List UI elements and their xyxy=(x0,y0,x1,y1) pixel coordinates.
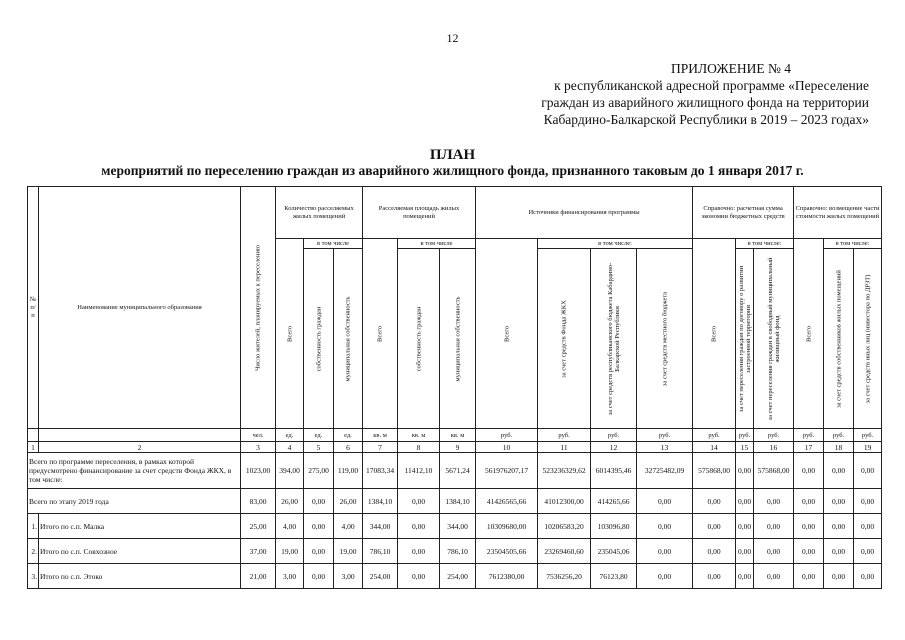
column-number: 15 xyxy=(736,442,754,453)
row-label: Всего по этапу 2019 года xyxy=(28,489,241,514)
column-number: 8 xyxy=(398,442,440,453)
table-cell: 0,00 xyxy=(754,539,794,564)
table-cell: 0,00 xyxy=(736,453,754,489)
table-cell: 275,00 xyxy=(304,453,334,489)
table-row xyxy=(28,514,882,539)
table-cell: 0,00 xyxy=(398,564,440,589)
table-cell: 561976207,17 xyxy=(476,453,538,489)
table-cell: 0,00 xyxy=(398,514,440,539)
table-cell: 0,00 xyxy=(854,539,882,564)
table-cell: 344,00 xyxy=(440,514,476,539)
table-cell: 344,00 xyxy=(363,514,398,539)
column-number: 9 xyxy=(440,442,476,453)
column-number: 4 xyxy=(276,442,304,453)
reimb-other-header: за счет средств иных лиц (инвестора по ДРЗТ) xyxy=(854,249,882,429)
unit-cell: ед. xyxy=(276,429,304,442)
table-cell: 0,00 xyxy=(637,539,693,564)
table-cell: 32725482,09 xyxy=(637,453,693,489)
column-number: 5 xyxy=(304,442,334,453)
reimb-owners-header: за счет средств собственников жилых помещений xyxy=(824,249,854,429)
table-cell: 0,00 xyxy=(637,514,693,539)
table-cell: 575868,00 xyxy=(754,453,794,489)
appendix-header xyxy=(541,60,869,128)
table-cell: 1023,00 xyxy=(241,453,276,489)
table-cell: 10206583,20 xyxy=(538,514,591,539)
table-cell: 119,00 xyxy=(334,453,363,489)
row-label: Итого по с.п. Этоко xyxy=(39,564,241,589)
table-cell: 23269460,60 xyxy=(538,539,591,564)
table-cell: 0,00 xyxy=(304,539,334,564)
table-cell: 0,00 xyxy=(794,489,824,514)
appendix-line-4: Кабардино-Балкарской Республики в 2019 – 2023 годах» xyxy=(543,112,869,127)
unit-cell: ед. xyxy=(334,429,363,442)
column-number: 12 xyxy=(591,442,637,453)
row-label: Всего по программе переселения, в рамках которой предусмотрено финансирование за счет средств Фонда ЖКХ, в том числе: xyxy=(28,453,241,489)
column-number: 6 xyxy=(334,442,363,453)
column-number: 19 xyxy=(854,442,882,453)
table-cell: 0,00 xyxy=(693,514,736,539)
column-number: 13 xyxy=(637,442,693,453)
appendix-line-1: ПРИЛОЖЕНИЕ № 4 xyxy=(670,61,791,76)
reimb-incl-header: в том числе: xyxy=(824,239,882,249)
col-residents-header xyxy=(241,187,276,429)
fin-republic-header: за счет средств республиканского бюджета Кабардино-Балкарской Республики xyxy=(591,249,637,429)
econ-free-fund-header: за счет переселения граждан в свободный муниципальный жилищный фонд xyxy=(754,249,794,429)
row-label: Итого по с.п. Совхозное xyxy=(39,539,241,564)
table-cell: 23504505,66 xyxy=(476,539,538,564)
econ-development-header: за счет переселения граждан по договору о развитии застроенной территории xyxy=(736,249,754,429)
table-cell: 25,00 xyxy=(241,514,276,539)
table-cell: 0,00 xyxy=(754,564,794,589)
table-cell: 0,00 xyxy=(854,514,882,539)
table-cell: 0,00 xyxy=(854,489,882,514)
table-cell: 1384,10 xyxy=(440,489,476,514)
table-cell: 17083,34 xyxy=(363,453,398,489)
table-cell: 0,00 xyxy=(637,489,693,514)
table-cell: 3,00 xyxy=(334,564,363,589)
unit-cell: кв. м xyxy=(363,429,398,442)
table-cell: 0,00 xyxy=(304,489,334,514)
table-cell: 0,00 xyxy=(736,514,754,539)
row-number: 1. xyxy=(28,514,39,539)
plan-table xyxy=(27,186,882,589)
unit-cell: руб. xyxy=(591,429,637,442)
table-cell: 37,00 xyxy=(241,539,276,564)
table-cell: 19,00 xyxy=(334,539,363,564)
table-cell: 786,10 xyxy=(363,539,398,564)
appendix-line-2: к республиканской адресной программе «Переселение xyxy=(554,78,869,93)
table-cell: 0,00 xyxy=(794,564,824,589)
plan-subtitle: мероприятий по переселению граждан из аварийного жилищного фонда, признанного таковым до 1 января 2017 г. xyxy=(101,163,804,178)
table-cell: 523236329,62 xyxy=(538,453,591,489)
econ-total-header: Всего xyxy=(693,239,736,429)
table-cell: 394,00 xyxy=(276,453,304,489)
column-numbers-row xyxy=(28,442,882,453)
table-cell: 0,00 xyxy=(693,564,736,589)
table-cell: 10309680,00 xyxy=(476,514,538,539)
table-cell: 0,00 xyxy=(794,539,824,564)
unit-cell: руб. xyxy=(476,429,538,442)
unit-cell: руб. xyxy=(736,429,754,442)
unit-cell: руб. xyxy=(693,429,736,442)
table-cell: 0,00 xyxy=(693,539,736,564)
table-cell: 0,00 xyxy=(304,564,334,589)
table-cell: 7612380,00 xyxy=(476,564,538,589)
table-cell: 4,00 xyxy=(334,514,363,539)
fin-local-header: за счет средств местного бюджета xyxy=(637,249,693,429)
table-cell: 0,00 xyxy=(398,539,440,564)
unit-cell: руб. xyxy=(794,429,824,442)
area-private-header: собственность граждан xyxy=(398,249,440,429)
col-num-header: № п/п xyxy=(28,187,39,429)
table-cell: 7536256,20 xyxy=(538,564,591,589)
rooms-private-header: собственность граждан xyxy=(304,249,334,429)
table-cell: 26,00 xyxy=(334,489,363,514)
reimb-total-header: Всего xyxy=(794,239,824,429)
table-cell: 786,10 xyxy=(440,539,476,564)
area-municipal-header: муниципальная собственность xyxy=(440,249,476,429)
table-cell: 0,00 xyxy=(736,539,754,564)
group-area-header: Расселяемая площадь жилых помещений xyxy=(363,187,476,239)
unit-cell: руб. xyxy=(637,429,693,442)
column-number: 18 xyxy=(824,442,854,453)
table-cell: 19,00 xyxy=(276,539,304,564)
row-number: 3. xyxy=(28,564,39,589)
unit-cell: кв. м xyxy=(398,429,440,442)
group-rooms-header: Количество расселяемых жилых помещений xyxy=(276,187,363,239)
unit-cell: чел. xyxy=(241,429,276,442)
unit-cell: руб. xyxy=(754,429,794,442)
table-cell: 0,00 xyxy=(824,539,854,564)
table-cell: 254,00 xyxy=(363,564,398,589)
table-cell: 83,00 xyxy=(241,489,276,514)
column-number: 14 xyxy=(693,442,736,453)
table-cell: 0,00 xyxy=(824,453,854,489)
unit-cell: руб. xyxy=(824,429,854,442)
row-label: Итого по с.п. Малка xyxy=(39,514,241,539)
column-number: 7 xyxy=(363,442,398,453)
plan-title: ПЛАН xyxy=(429,147,476,163)
table-cell: 0,00 xyxy=(304,514,334,539)
rooms-incl-header: в том числе xyxy=(304,239,363,249)
table-cell: 76123,80 xyxy=(591,564,637,589)
table-cell: 4,00 xyxy=(276,514,304,539)
table-cell: 0,00 xyxy=(824,514,854,539)
unit-cell: руб. xyxy=(854,429,882,442)
units-row xyxy=(28,429,882,442)
fin-incl-header: в том числе: xyxy=(538,239,693,249)
table-cell: 0,00 xyxy=(854,453,882,489)
row-number: 2. xyxy=(28,539,39,564)
table-cell: 5671,24 xyxy=(440,453,476,489)
table-cell: 0,00 xyxy=(637,564,693,589)
appendix-line-3: граждан из аварийного жилищного фонда на территории xyxy=(541,95,869,110)
table-cell: 0,00 xyxy=(736,489,754,514)
page-number: 12 xyxy=(446,31,459,45)
table-cell: 21,00 xyxy=(241,564,276,589)
column-number: 3 xyxy=(241,442,276,453)
table-row-stage-2019 xyxy=(28,489,882,514)
fin-fund-header: за счет средств Фонда ЖКХ xyxy=(538,249,591,429)
rooms-municipal-header: муниципальная собственность xyxy=(334,249,363,429)
table-row xyxy=(28,539,882,564)
table-cell: 0,00 xyxy=(794,514,824,539)
rooms-total-header: Всего xyxy=(276,239,304,429)
residents-header-text: Число жителей, планируемых к переселению xyxy=(254,244,262,371)
table-cell: 0,00 xyxy=(754,514,794,539)
group-reimbursement-header: Справочно: возмещение части стоимости жилых помещений xyxy=(794,187,882,239)
table-cell: 0,00 xyxy=(693,489,736,514)
unit-cell: ед. xyxy=(304,429,334,442)
table-cell: 0,00 xyxy=(736,564,754,589)
column-number: 1 xyxy=(28,442,39,453)
group-economy-header: Справочно: расчетная сумма экономии бюджетных средств xyxy=(693,187,794,239)
table-cell: 414265,66 xyxy=(591,489,637,514)
table-cell: 575868,00 xyxy=(693,453,736,489)
table-cell: 254,00 xyxy=(440,564,476,589)
table-cell: 41012300,00 xyxy=(538,489,591,514)
table-cell: 0,00 xyxy=(398,489,440,514)
table-cell: 0,00 xyxy=(794,453,824,489)
unit-cell: руб. xyxy=(538,429,591,442)
column-number: 2 xyxy=(39,442,241,453)
table-row-program-total xyxy=(28,453,882,489)
area-incl-header: в том числе xyxy=(398,239,476,249)
area-total-header: Всего xyxy=(363,239,398,429)
column-number: 10 xyxy=(476,442,538,453)
column-number: 16 xyxy=(754,442,794,453)
table-cell: 3,00 xyxy=(276,564,304,589)
col-name-header: Наименование муниципального образования xyxy=(39,187,241,429)
table-cell: 0,00 xyxy=(754,489,794,514)
table-cell: 6014395,46 xyxy=(591,453,637,489)
unit-cell: кв. м xyxy=(440,429,476,442)
table-cell: 0,00 xyxy=(824,564,854,589)
column-number: 11 xyxy=(538,442,591,453)
table-cell: 0,00 xyxy=(854,564,882,589)
table-cell: 26,00 xyxy=(276,489,304,514)
table-cell: 235045,06 xyxy=(591,539,637,564)
group-financing-header: Источники финансирования программы xyxy=(476,187,693,239)
table-row xyxy=(28,564,882,589)
table-cell: 0,00 xyxy=(824,489,854,514)
table-cell: 103096,80 xyxy=(591,514,637,539)
fin-total-header: Всего xyxy=(476,239,538,429)
table-cell: 11412,10 xyxy=(398,453,440,489)
table-cell: 1384,10 xyxy=(363,489,398,514)
econ-incl-header: в том числе: xyxy=(736,239,794,249)
column-number: 17 xyxy=(794,442,824,453)
table-cell: 41426565,66 xyxy=(476,489,538,514)
